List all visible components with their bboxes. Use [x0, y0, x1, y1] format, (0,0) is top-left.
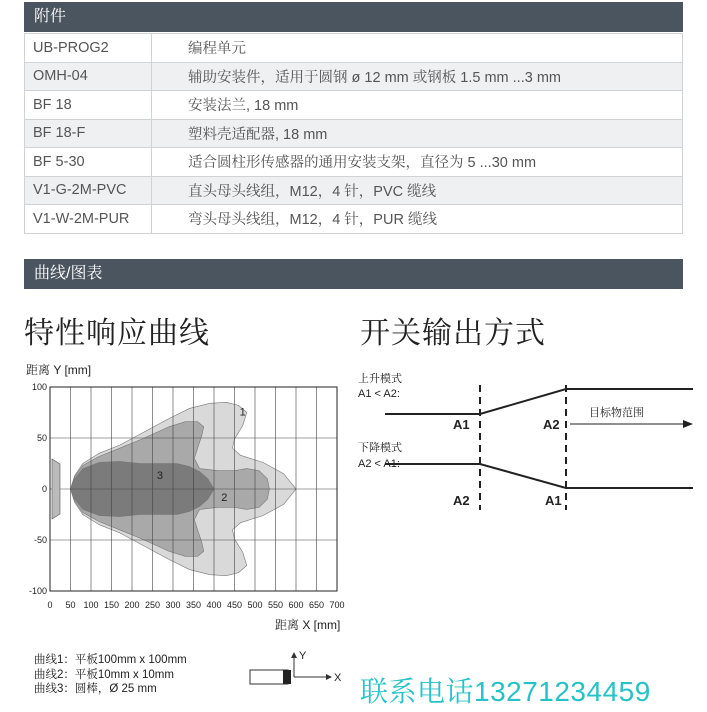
accessory-code: BF 18-F: [25, 119, 152, 148]
accessory-description: 适合圆柱形传感器的通用安装支架，直径为 5 ...30 mm: [152, 148, 683, 177]
accessory-code: BF 5-30: [25, 148, 152, 177]
accessory-code: UB-PROG2: [25, 34, 152, 63]
accessory-row: [25, 34, 683, 63]
legend-item-2: 曲线2：平板10mm x 10mm: [34, 668, 174, 681]
accessory-row: [25, 148, 683, 177]
y-arrow-icon: [291, 652, 297, 658]
x-tick-label: 0: [47, 600, 53, 610]
y-tick-label: -50: [33, 535, 47, 545]
switching-output-diagram: [350, 370, 700, 520]
sensor-head-icon: [52, 459, 60, 519]
range-arrow-icon: [683, 420, 693, 428]
x-axis-label: 距离 X [mm]: [275, 618, 341, 632]
mode-down-title: 下降模式: [358, 442, 402, 454]
up-a1-label: A1: [453, 417, 470, 432]
y-axis-label: 距离 Y [mm]: [26, 363, 92, 377]
accessory-row: [25, 62, 683, 91]
x-tick-label: 50: [65, 600, 76, 610]
legend-item-3: 曲线3：圆棒，Ø 25 mm: [34, 683, 157, 695]
x-tick-label: 650: [308, 600, 325, 610]
accessory-description: 辅助安装件，适用于圆钢 ø 12 mm 或钢板 1.5 mm ...3 mm: [152, 62, 683, 91]
accessory-description: 编程单元: [152, 34, 683, 63]
curve-label-3: 3: [156, 469, 163, 482]
accessory-code: V1-G-2M-PVC: [25, 176, 152, 205]
rising-signal-line: [385, 389, 693, 414]
mode-up-title: 上升模式: [358, 373, 402, 385]
contact-phone: 联系电话13271234459: [360, 676, 651, 707]
accessory-row: [25, 119, 683, 148]
charts-header: 曲线/图表: [24, 259, 683, 289]
target-range-label: 目标物范围: [589, 407, 644, 419]
y-tick-label: 100: [31, 382, 47, 392]
curve-label-2: 2: [221, 492, 228, 505]
accessory-code: BF 18: [25, 91, 152, 120]
x-tick-label: 200: [124, 600, 140, 610]
accessory-code: OMH-04: [25, 62, 152, 91]
y-tick-label: -100: [28, 586, 47, 596]
sensor-body-icon: [250, 670, 288, 684]
accessories-header: 附件: [24, 2, 683, 32]
response-curve-title: 特性响应曲线: [24, 317, 210, 350]
x-tick-label: 550: [267, 600, 284, 610]
accessory-row: [25, 91, 683, 120]
x-tick-label: 250: [144, 600, 161, 610]
x-arrow-icon: [326, 674, 332, 680]
x-tick-label: 400: [206, 600, 222, 610]
y-tick-label: 50: [36, 433, 47, 443]
axis-x-label: X: [334, 672, 342, 684]
x-tick-label: 100: [83, 600, 99, 610]
switching-output-title: 开关输出方式: [360, 317, 546, 350]
mode-down-condition: A2 < A1:: [358, 458, 400, 470]
down-a1-label: A1: [545, 493, 562, 508]
x-tick-label: 600: [288, 600, 304, 610]
curve-label-1: 1: [239, 406, 246, 419]
x-tick-label: 350: [185, 600, 202, 610]
sensor-face-icon: [283, 670, 291, 684]
accessories-table: [24, 33, 683, 234]
y-tick-label: 0: [41, 484, 47, 494]
response-curve-chart: [0, 370, 360, 615]
mode-up-condition: A1 < A2:: [358, 388, 400, 400]
x-tick-label: 450: [226, 600, 243, 610]
falling-signal-line: [385, 464, 693, 488]
legend-item-1: 曲线1：平板100mm x 100mm: [34, 654, 187, 666]
sensor-axis-icon: [245, 648, 345, 688]
accessory-description: 弯头母头线组，M12，4 针，PUR 缆线: [152, 205, 683, 234]
x-tick-label: 500: [247, 600, 263, 610]
x-tick-label: 700: [329, 600, 345, 610]
accessory-row: [25, 205, 683, 234]
down-a2-label: A2: [453, 493, 470, 508]
chart-legend: [34, 653, 187, 697]
accessory-code: V1-W-2M-PUR: [25, 205, 152, 234]
axis-y-label: Y: [299, 650, 307, 662]
accessory-description: 直头母头线组，M12，4 针，PVC 缆线: [152, 176, 683, 205]
x-tick-label: 300: [165, 600, 181, 610]
accessory-row: [25, 176, 683, 205]
accessory-description: 塑料壳适配器, 18 mm: [152, 119, 683, 148]
accessory-description: 安装法兰, 18 mm: [152, 91, 683, 120]
x-tick-label: 150: [103, 600, 120, 610]
up-a2-label: A2: [543, 417, 560, 432]
